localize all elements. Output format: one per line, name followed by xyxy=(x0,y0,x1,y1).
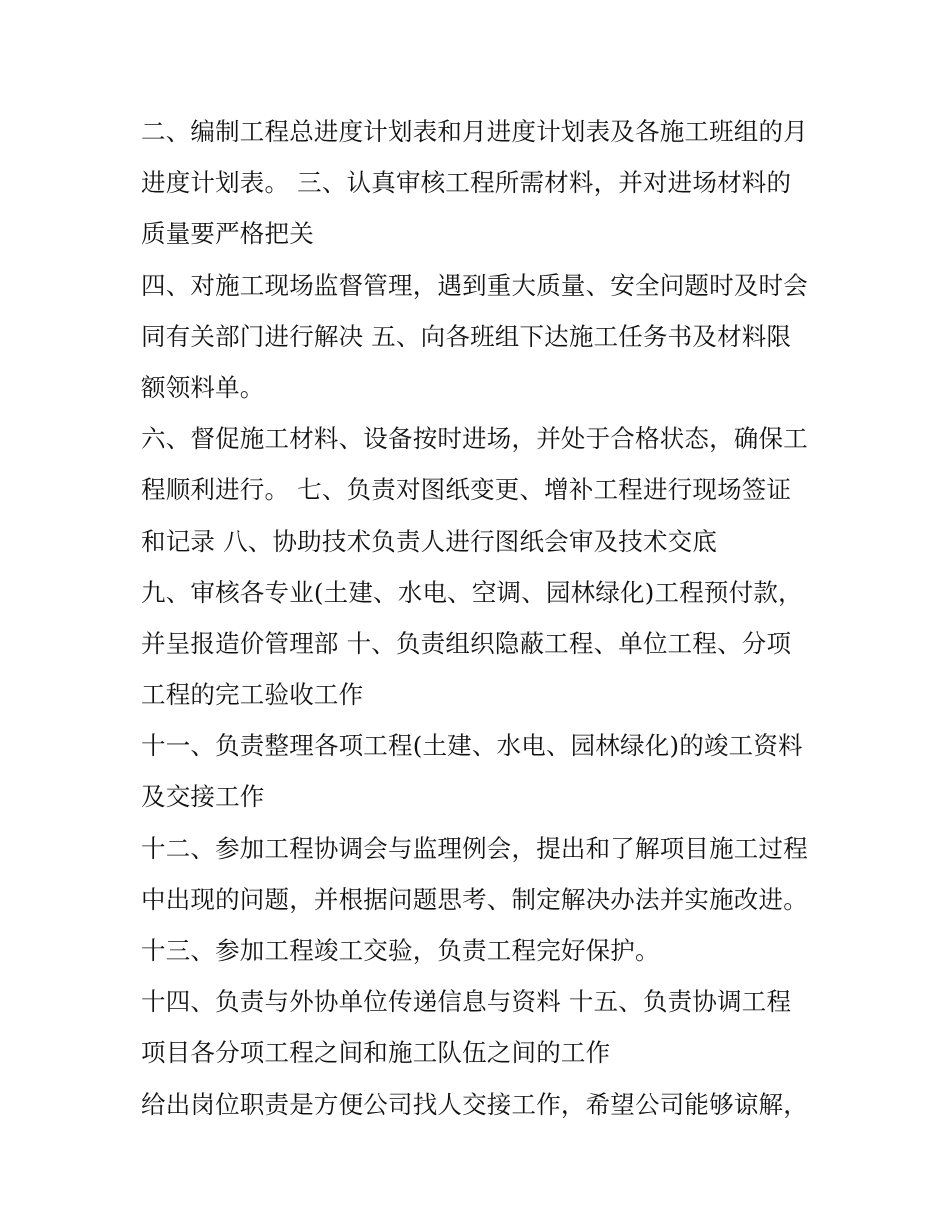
text-line: 进度计划表。 三、认真审核工程所需材料，并对进场材料的 xyxy=(141,168,792,198)
text-line: 同有关部门进行解决 五、向各班组下达施工任务书及材料限 xyxy=(141,321,792,351)
text-line: 十二、参加工程协调会与监理例会，提出和了解项目施工过程 xyxy=(141,833,808,863)
text-line: 工程的完工验收工作 xyxy=(141,680,364,710)
text-line: 中出现的问题，并根据问题思考、制定解决办法并实施改进。 xyxy=(141,884,808,914)
text-line: 十一、负责整理各项工程(土建、水电、园林绿化)的竣工资料 xyxy=(141,731,803,761)
text-line: 二、编制工程总进度计划表和月进度计划表及各施工班组的月 xyxy=(141,117,808,146)
text-line: 项目各分项工程之间和施工队伍之间的工作 xyxy=(141,1038,611,1068)
text-line: 给出岗位职责是方便公司找人交接工作，希望公司能够谅解， xyxy=(141,1089,808,1119)
text-line: 九、审核各专业(土建、水电、空调、园林绿化)工程预付款， xyxy=(141,577,803,607)
text-line: 及交接工作 xyxy=(141,782,265,812)
text-line: 额领料单。 xyxy=(141,372,265,402)
text-line: 程顺利进行。 七、负责对图纸变更、增补工程进行现场签证 xyxy=(141,475,792,505)
text-line: 十三、参加工程竣工交验，负责工程完好保护。 xyxy=(141,936,660,965)
text-line: 十四、负责与外协单位传递信息与资料 十五、负责协调工程 xyxy=(141,987,792,1017)
text-line: 四、对施工现场监督管理，遇到重大质量、安全问题时及时会 xyxy=(141,270,808,300)
text-line: 六、督促施工材料、设备按时进场，并处于合格状态，确保工 xyxy=(141,424,808,454)
text-line: 并呈报造价管理部 十、负责组织隐蔽工程、单位工程、分项 xyxy=(141,628,792,658)
text-line: 质量要严格把关 xyxy=(141,219,314,249)
body-text xyxy=(141,106,831,1130)
text-line: 和记录 八、协助技术负责人进行图纸会审及技术交底 xyxy=(141,526,718,556)
